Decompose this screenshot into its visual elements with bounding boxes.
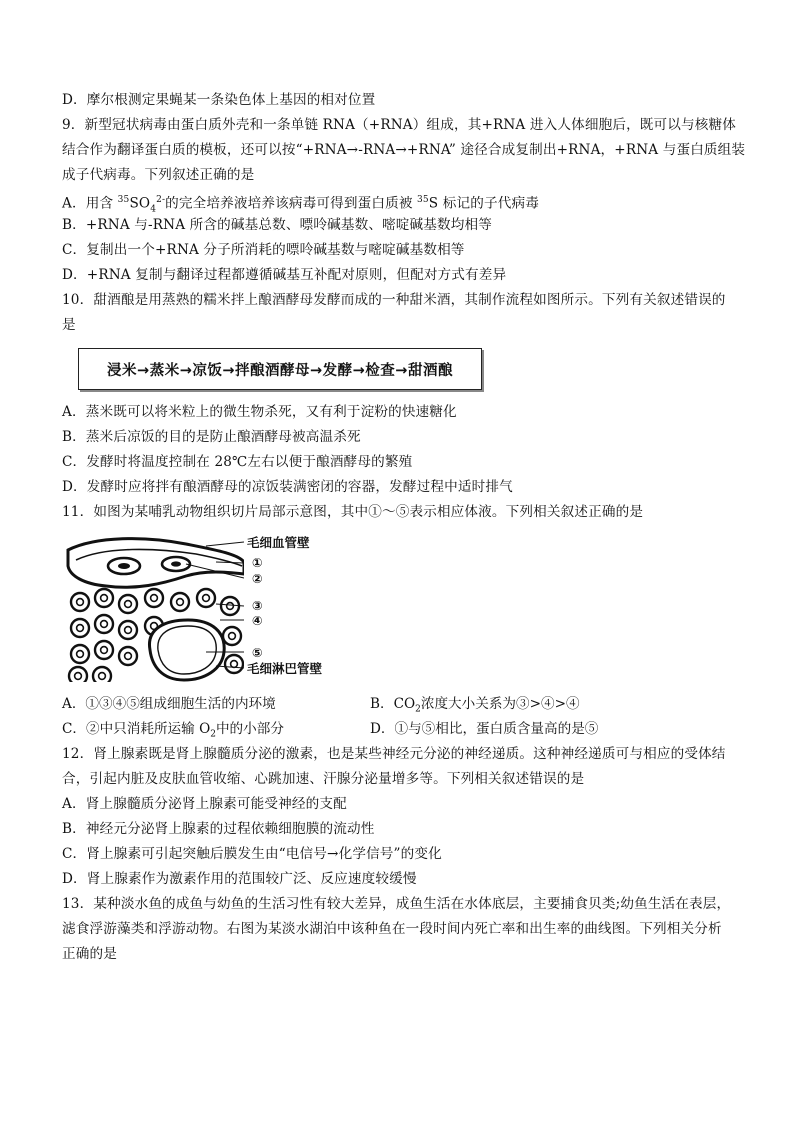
q10-option-a: A．蒸米既可以将米粒上的微生物杀死，又有利于淀粉的快速糖化 [62,404,457,420]
q11-option-d: D．①与⑤相比，蛋白质含量高的是⑤ [370,721,599,737]
q9-option-d: D．+RNA 复制与翻译过程都遵循碱基互补配对原则，但配对方式有差异 [62,267,507,283]
q12-option-b: B．神经元分泌肾上腺素的过程依赖细胞膜的流动性 [62,821,375,837]
q10-option-d: D．发酵时应将拌有酿酒酵母的凉饭装满密闭的容器，发酵过程中适时排气 [62,479,513,495]
q12-option-c: C．肾上腺素可引起突触后膜发生由“电信号→化学信号”的变化 [62,846,442,862]
q12-stem-line2: 合，引起内脏及皮肤血管收缩、心跳加速、汗腺分泌量增多等。下列相关叙述错误的是 [62,771,585,787]
label-fluid-5: ⑤ [252,645,263,660]
q12-stem-line1: 12．肾上腺素既是肾上腺髓质分泌的激素，也是某些神经元分泌的神经递质。这种神经递质可与相应的受体结 [62,746,726,762]
q10-stem-line1: 10．甜酒酿是用蒸熟的糯米拌上酿酒酵母发酵而成的一种甜米酒，其制作流程如图所示。下列有关叙述错误的 [62,292,726,308]
q13-stem-line1: 13．某种淡水鱼的成鱼与幼鱼的生活习性有较大差异，成鱼生活在水体底层，主要捕食贝类;幼鱼生活在表层， [62,896,731,912]
q8-option-d: D．摩尔根测定果蝇某一条染色体上基因的相对位置 [62,92,376,108]
label-fluid-1: ① [252,555,263,570]
label-lymph-capillary-wall: 毛细淋巴管壁 [247,661,323,676]
q10-option-b: B．蒸米后凉饭的目的是防止酿酒酵母被高温杀死 [62,429,361,445]
q10-flow-text: 浸米→蒸米→凉饭→拌酿酒酵母→发酵→检查→甜酒酿 [107,362,453,379]
label-fluid-4: ④ [252,613,263,628]
q12-option-d: D．肾上腺素作为激素作用的范围较广泛、反应速度较缓慢 [62,871,417,887]
label-fluid-2: ② [252,571,263,586]
q9-stem-line1: 9．新型冠状病毒由蛋白质外壳和一条单链 RNA（+RNA）组成，其+RNA 进入人体细胞后，既可以与核糖体 [62,117,737,133]
q9-stem-line2: 结合作为翻译蛋白质的模板，还可以按“+RNA→-RNA→+RNA” 途径合成复制出+RNA，+RNA 与蛋白质组装 [62,142,746,158]
q13-stem-line2: 滤食浮游藻类和浮游动物。右图为某淡水湖泊中该种鱼在一段时间内死亡率和出生率的曲线图。下列相关分析 [62,921,722,937]
q10-option-c: C．发酵时将温度控制在 28℃左右以便于酿酒酵母的繁殖 [62,454,413,470]
label-capillary-wall: 毛细血管壁 [247,535,310,550]
q10-flow-diagram [78,348,482,390]
q12-option-a: A．肾上腺髓质分泌肾上腺素可能受神经的支配 [62,796,347,812]
q9-option-a: A．用含 $^{35}SO_4^{2-}$的完全培养液培养该病毒可得到蛋白质被 $^{35}$S 标记的子代病毒 [62,195,539,215]
q13-stem-line3: 正确的是 [62,946,117,962]
q11-option-c: C．②中只消耗所运输 $O_2$中的小部分 [62,721,284,740]
q9-option-c: C．复制出一个+RNA 分子所消耗的嘌呤碱基数与嘧啶碱基数相等 [62,242,465,258]
q9-option-b: B．+RNA 与-RNA 所含的碱基总数、嘌呤碱基数、嘧啶碱基数均相等 [62,217,493,233]
q11-option-a: A．①③④⑤组成细胞生活的内环境 [62,696,276,712]
label-fluid-3: ③ [252,598,263,613]
q9-stem-line3: 成子代病毒。下列叙述正确的是 [62,167,255,183]
q11-stem: 11．如图为某哺乳动物组织切片局部示意图，其中①～⑤表示相应体液。下列相关叙述正确的是 [62,504,644,520]
q10-stem-line2: 是 [62,317,76,333]
q11-tissue-figure [66,532,244,682]
q11-option-b: B．$CO_2$浓度大小关系为③>④>④ [370,696,580,715]
